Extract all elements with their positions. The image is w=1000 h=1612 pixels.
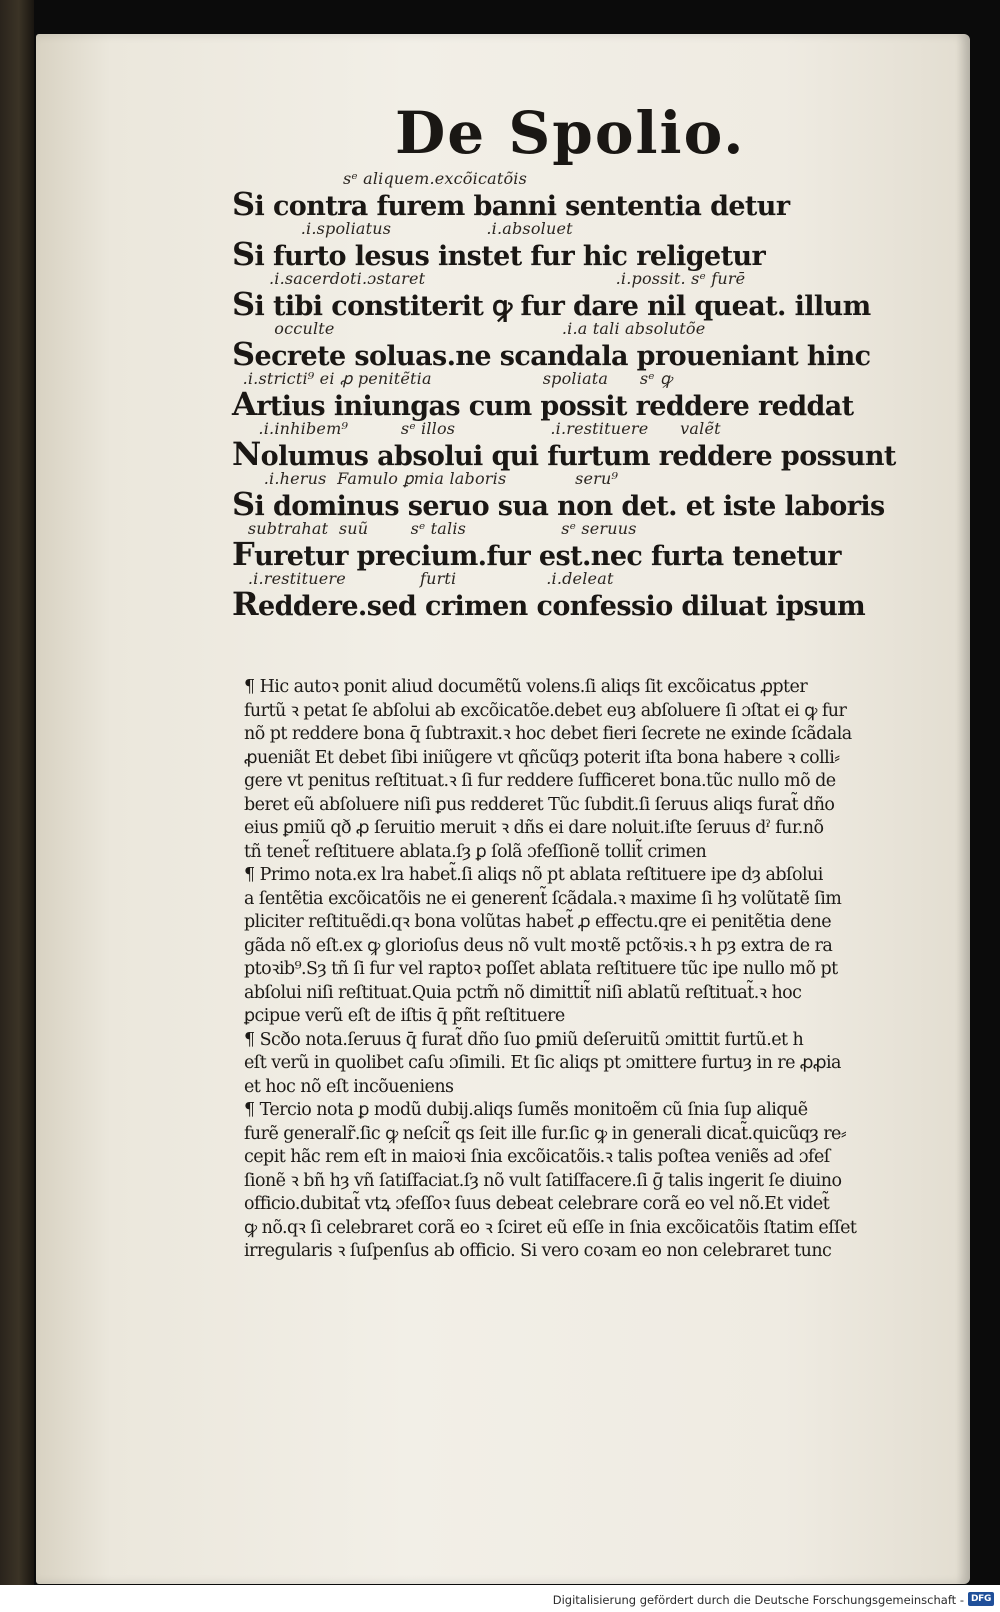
interlinear-gloss: occulte .i.a tali absolutõe [232,319,706,338]
verse-line: Nolumus absolui qui furtum reddere possunt [232,435,896,473]
commentary-line: ¶ Tercio nota ꝑ modũ dubij.aliqs ſumẽs monitoẽm cũ ſnia ſup aliquẽ [244,1100,808,1120]
dfg-logo-icon: DFG [968,1592,994,1606]
commentary-line: irregularis ꝛ ſuſpenſus ab officio. Si vero coꝛam eo non celebraret tunc [244,1241,832,1261]
commentary-line: a ſentẽtia excõicatõis ne ei generent̃ ſcãdala.ꝛ maxime ſi hȝ volũtatẽ ſim [244,888,842,909]
interlinear-gloss: .i.stricti⁹ ei ꝓ penitẽtia spoliata sᵉ ꝙ [232,369,673,388]
verse-line: Reddere.sed crimen confessio diluat ipsum [232,585,866,623]
verse-line: Artius iniungas cum possit reddere reddat [232,385,854,423]
page-heading: De Spolio. [395,99,746,167]
commentary-line: ¶ Hic autoꝛ ponit aliud documẽtũ volens.ſi aliqs ſit excõicatus ꝓpter [244,677,808,697]
footer-bar [0,1588,1000,1612]
commentary-line: ꝙ nõ.qꝛ ſi celebraret corã eo ꝛ ſciret eũ eſſe in ſnia excõicatõis ſtatim eſſet [244,1217,857,1238]
page-fold-shadow [956,34,970,1584]
commentary-line: ptoꝛib⁹.Sȝ tñ ſi fur vel raptoꝛ poſſet ablata reſtituere tũc ipe nullo mõ pt [244,959,838,979]
commentary-line: nõ pt reddere bona q̄ ſubtraxit.ꝛ hoc debet fieri ſecrete ne exinde ſcãdala [244,724,852,744]
commentary-line: pliciter reſtituẽdi.qꝛ bona volũtas habet̃ ꝓ effectu.qre ei penitẽtia dene [244,912,832,932]
verse-line: Si contra furem banni sententia detur [232,185,790,223]
commentary-line: furtũ ꝛ petat ſe abſolui ab excõicatõe.debet euȝ abſoluere ſi ɔſtat ei ꝙ fur [244,700,847,721]
commentary-line: ſionẽ ꝛ bñ hȝ vñ ſatiſfaciat.ſȝ nõ vult ſatiſfacere.ſi ḡ talis ingerit ſe diuino [244,1170,842,1191]
funding-credit: Digitalisierung gefördert durch die Deutsche Forschungsgemeinschaft - [552,1593,964,1607]
interlinear-gloss: subtrahat suũ sᵉ talis sᵉ seruus [232,519,637,538]
verse-line: Secrete soluas.ne scandala proueniant hinc [232,335,871,373]
interlinear-gloss: .i.inhibem⁹ sᵉ illos .i.restituere valẽt [232,419,721,438]
verse-line: Si dominus seruo sua non det. et iste laboris [232,485,885,523]
commentary-line: officio.dubitat̃ vtꝝ ɔfeſſoꝛ ſuus debeat celebrare corã eo vel nõ.Et videt̃ [244,1194,830,1214]
commentary-line: ꝑcipue verũ eſt de iſtis q̄ pñt reſtituere [244,1006,565,1026]
commentary-line: abſolui niſi reſtituat.Quia pctm̃ nõ dimittit̃ niſi ablatũ reſtituat̃.ꝛ hoc [244,982,802,1003]
commentary-line: et hoc nõ eſt incõueniens [244,1076,454,1097]
commentary-line: ꝓueniãt Et debet ſibi iniũgere vt qñcũqȝ poterit iſta bona habere ꝛ colli⸗ [244,747,840,768]
commentary-line: gãda nõ eſt.ex ꝙ glorioſus deus nõ vult moꝛtẽ pctõꝛis.ꝛ h pȝ extra de ra [244,935,833,956]
interlinear-gloss: .i.sacerdoti.ɔstaret .i.possit. sᵉ furē [232,269,746,288]
commentary-line: tñ tenet̃ reſtituere ablata.ſȝ ꝑ ſolã ɔfeſſionẽ tollit̃ crimen [244,841,707,862]
interlinear-gloss: .i.restituere furti .i.deleat [232,569,614,588]
commentary-line: ¶ Primo nota.ex lra habet̃.ſi aliqs nõ pt ablata reſtituere ipe dȝ abſolui [244,865,823,885]
verse-line: Si tibi constiterit ꝙ fur dare nil queat. illum [232,285,871,323]
commentary-line: ¶ Scðo nota.ſeruus q̄ furat̃ dño ſuo ꝑmiũ deſeruitũ ɔmittit furtũ.et h [244,1029,804,1050]
commentary-line: beret eũ abſoluere niſi ꝑus redderet Tũc ſubdit.ſi ſeruus aliqs furat̃ dño [244,794,835,815]
commentary-line: furẽ generalr̃.ſic ꝙ neſcit̃ qs ſeit ille fur.ſic ꝙ in generali dicat̃.quicũqȝ re⸗ [244,1123,847,1144]
verse-line: Furetur precium.fur est.nec furta tenetur [232,535,841,573]
commentary-line: eius ꝑmiũ qð ꝓ ſeruitio meruit ꝛ dñs ei dare noluit.iſte ſeruus dˀ fur.nõ [244,818,824,838]
commentary-line: gere vt penitus reſtituat.ꝛ ſi fur reddere ſufficeret bona.tũc nullo mõ de [244,771,836,791]
interlinear-gloss: .i.spoliatus .i.absoluet [232,219,573,238]
interlinear-gloss: sᵉ aliquem.excõicatõis [232,169,528,188]
verse-block [232,168,896,623]
commentary-line: eſt verũ in quolibet caſu ɔſimili. Et ſic aliqs pt ɔmittere furtuȝ in re ꝓꝓia [244,1053,841,1073]
verse-line: Si furto lesus instet fur hic religetur [232,235,766,273]
interlinear-gloss: .i.herus Famulo ꝑmia laboris seru⁹ [232,469,619,488]
book-edge [0,0,34,1585]
commentary-line: cepit hãc rem eſt in maioꝛi ſnia excõicatõis.ꝛ talis poſtea veniẽs ad ɔfeſ [244,1147,830,1167]
commentary-block [244,676,884,1264]
